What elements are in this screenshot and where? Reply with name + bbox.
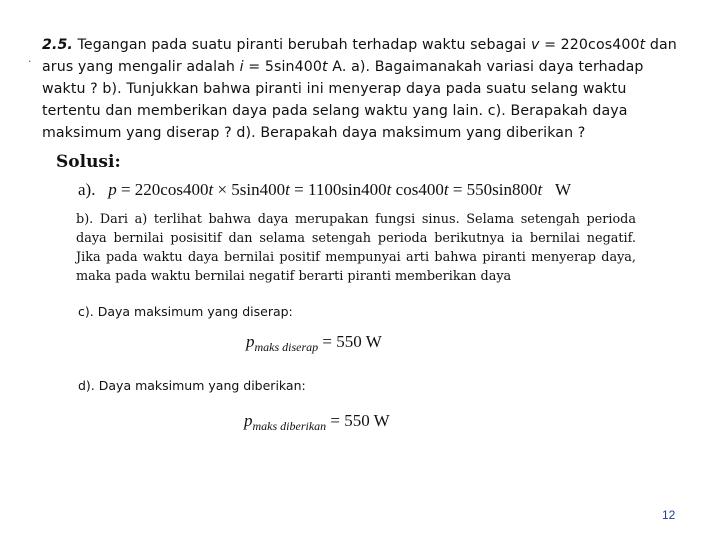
problem-number: 2.5.: [42, 37, 73, 53]
problem-statement: [42, 34, 682, 144]
eq-part: × 5sin400: [213, 180, 286, 199]
var-p: p: [108, 180, 117, 199]
var-p: p: [244, 411, 253, 430]
problem-text: A. a). Bagaimanakah variasi daya terhadap waktu ? b). Tunjukkan bahwa piranti ini menyerap daya pada suatu selang waktu tertentu dan memberikan daya pada selang waktu yang lain. c). Berapakah daya maksimum yang diserap ? d). Berapakah daya maksimum yang diberikan ?: [42, 59, 644, 141]
var-t: t: [639, 37, 646, 53]
problem-text: = 220cos400: [539, 37, 640, 53]
var-v: v: [530, 37, 540, 53]
unit: W: [554, 180, 572, 199]
var-t: t: [285, 180, 290, 199]
eq-part: cos400: [391, 180, 444, 199]
var-t: t: [443, 180, 449, 199]
var-t: t: [386, 180, 392, 199]
eq-part: = 1100sin400: [289, 180, 387, 199]
bullet-dot: .: [28, 52, 32, 65]
answer-c-label: c). Daya maksimum yang diserap:: [78, 304, 293, 319]
eq-part: = 220cos400: [116, 180, 209, 199]
eq-part: = 550 W: [326, 411, 390, 430]
equation-a: [78, 180, 571, 200]
problem-text: Tegangan pada suatu piranti berubah terhadap waktu sebagai: [72, 37, 531, 53]
var-t: t: [322, 59, 328, 75]
var-t: t: [537, 180, 543, 199]
eq-part: = 550sin800: [448, 180, 538, 199]
answer-d-label: d). Daya maksimum yang diberikan:: [78, 378, 306, 393]
page-number: 12: [662, 508, 676, 522]
solution-heading: Solusi:: [56, 152, 121, 172]
subscript: maks diberikan: [252, 419, 327, 433]
problem-text: = 5sin400: [243, 59, 323, 75]
var-t: t: [208, 180, 214, 199]
equation-d: [244, 411, 390, 434]
subscript: maks diserap: [254, 340, 319, 354]
equation-c: [246, 332, 382, 355]
var-i: i: [239, 59, 244, 75]
answer-a-label: a).: [78, 180, 96, 199]
answer-b-paragraph: b). Dari a) terlihat bahwa daya merupakan fungsi sinus. Selama setengah perioda daya bernilai posisitif dan selama setengah perioda berikutnya ia bernilai negatif. Jika pada waktu daya bernilai positif mempunyai arti bahwa piranti menyerap daya, maka pada waktu bernilai negatif berarti piranti memberikan daya: [76, 212, 636, 284]
problem-text: dan arus yang mengalir adalah: [42, 37, 677, 75]
eq-part: = 550 W: [318, 332, 382, 351]
var-p: p: [246, 332, 255, 351]
